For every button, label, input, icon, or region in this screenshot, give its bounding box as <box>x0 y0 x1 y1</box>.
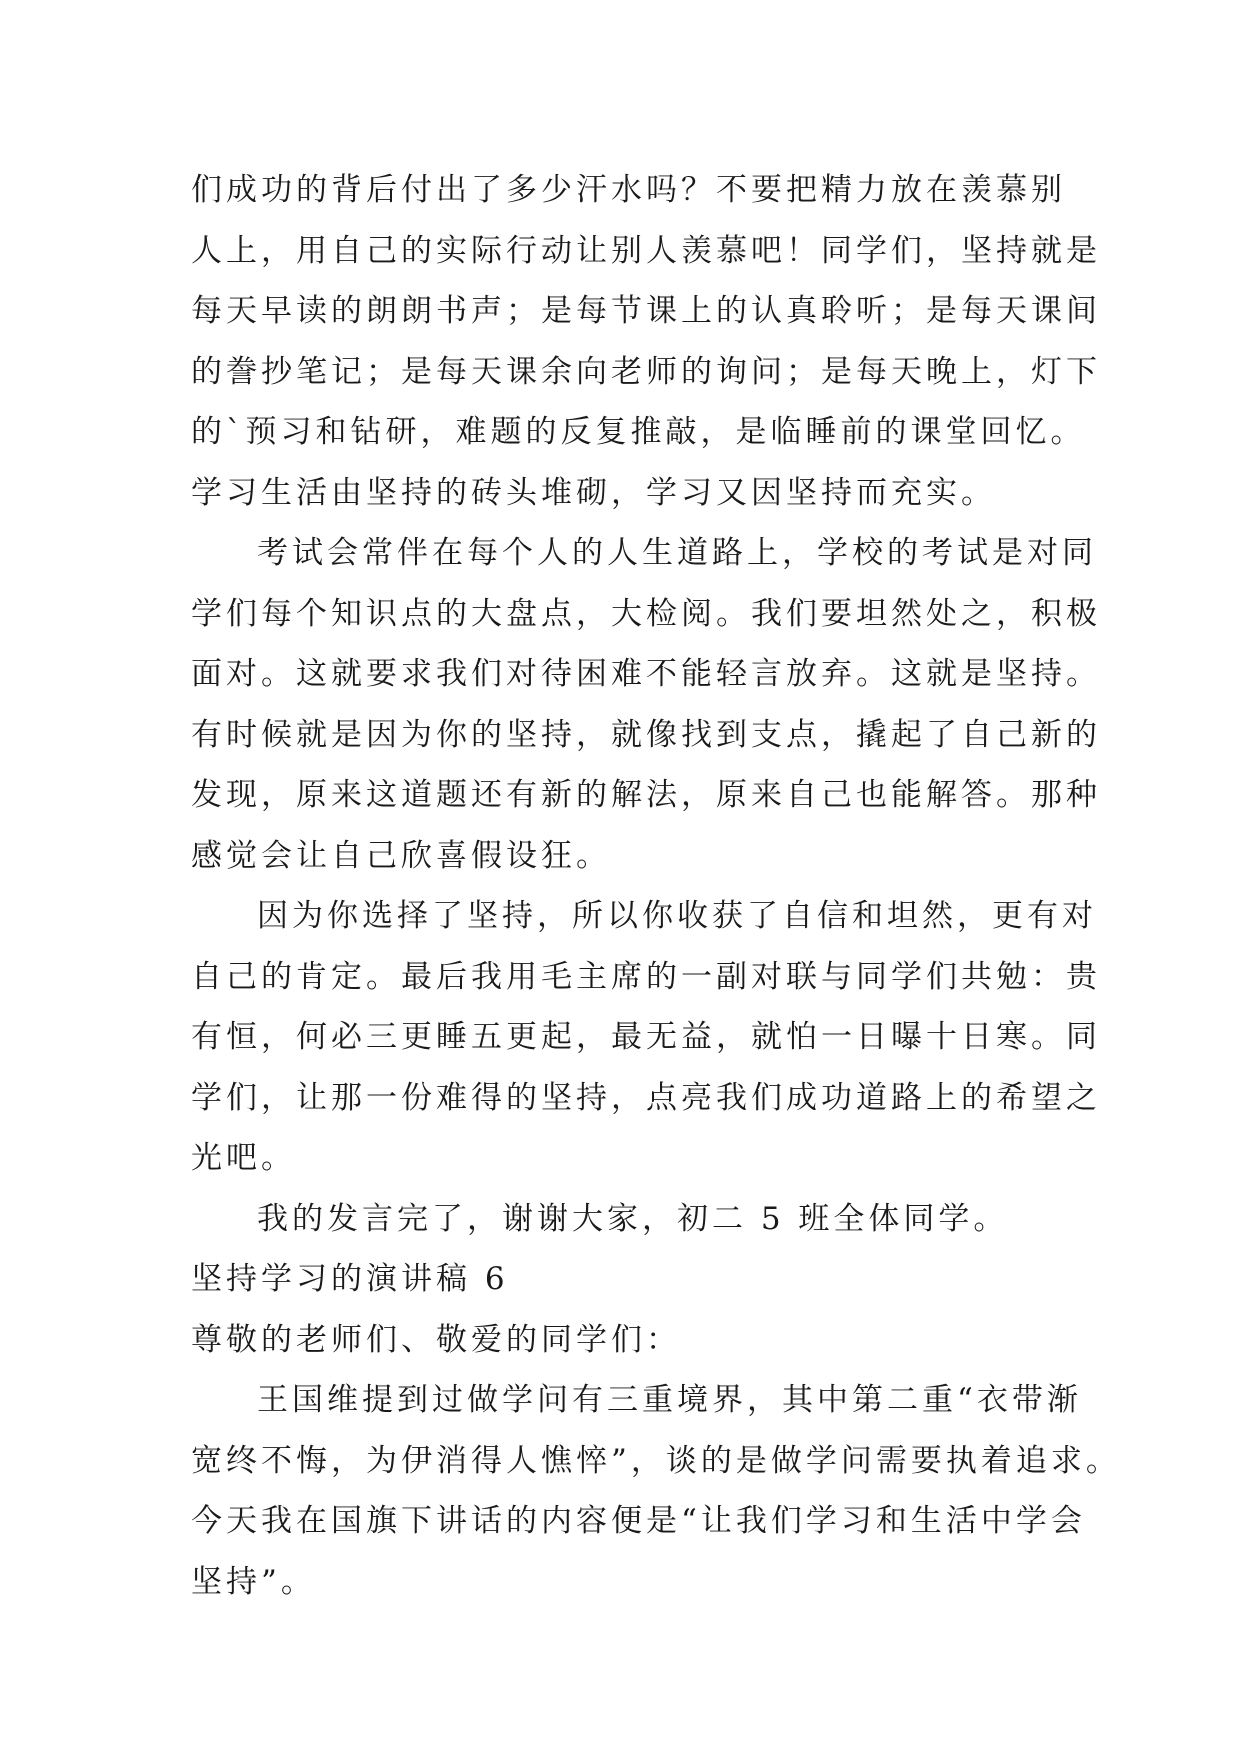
text-line: 有恒，何必三更睡五更起，最无益，就怕一日曝十日寒。同 <box>191 1019 1101 1055</box>
text-line: 今天我在国旗下讲话的内容便是“让我们学习和生活中学会 <box>191 1503 1086 1539</box>
text-line: 学习生活由坚持的砖头堆砌，学习又因坚持而充实。 <box>191 474 996 511</box>
paragraph-first-line: 因为你选择了坚持，所以你收获了自信和坦然，更有对 <box>257 898 1097 934</box>
text-line: 发现，原来这道题还有新的解法，原来自己也能解答。那种 <box>191 777 1101 813</box>
text-line: 每天早读的朗朗书声；是每节课上的认真聆听；是每天课间 <box>191 293 1101 329</box>
text-line: 宽终不悔，为伊消得人憔悴”，谈的是做学问需要执着追求。 <box>191 1442 1121 1479</box>
paragraph-first-line: 考试会常伴在每个人的人生道路上，学校的考试是对同 <box>257 535 1097 571</box>
paragraph-first-line: 我的发言完了，谢谢大家，初二 5 班全体同学。 <box>257 1200 1009 1237</box>
text-line: 自己的肯定。最后我用毛主席的一副对联与同学们共勉：贵 <box>191 958 1101 995</box>
text-line: 有时候就是因为你的坚持，就像找到支点，撬起了自己新的 <box>191 716 1101 753</box>
text-line: 人上，用自己的实际行动让别人羡慕吧！同学们，坚持就是 <box>191 232 1101 269</box>
text-line: 面对。这就要求我们对待困难不能轻言放弃。这就是坚持。 <box>191 656 1101 692</box>
text-line: 的誊抄笔记；是每天课余向老师的询问；是每天晚上，灯下 <box>191 353 1101 390</box>
salutation: 尊敬的老师们、敬爱的同学们： <box>191 1321 681 1358</box>
paragraph-first-line: 王国维提到过做学问有三重境界，其中第二重“衣带渐 <box>257 1382 1082 1418</box>
section-heading: 坚持学习的演讲稿 6 <box>191 1261 509 1297</box>
document-body <box>191 160 1121 1612</box>
text-line: 坚持”。 <box>191 1563 316 1600</box>
text-line: 学们，让那一份难得的坚持，点亮我们成功道路上的希望之 <box>191 1079 1101 1116</box>
text-line: 们成功的背后付出了多少汗水吗？不要把精力放在羡慕别 <box>191 172 1066 208</box>
text-line: 感觉会让自己欣喜假设狂。 <box>191 837 611 874</box>
text-line: 学们每个知识点的大盘点，大检阅。我们要坦然处之，积极 <box>191 595 1101 632</box>
text-line: 的`预习和钻研，难题的反复推敲，是临睡前的课堂回忆。 <box>191 414 1086 450</box>
text-line: 光吧。 <box>191 1140 296 1176</box>
